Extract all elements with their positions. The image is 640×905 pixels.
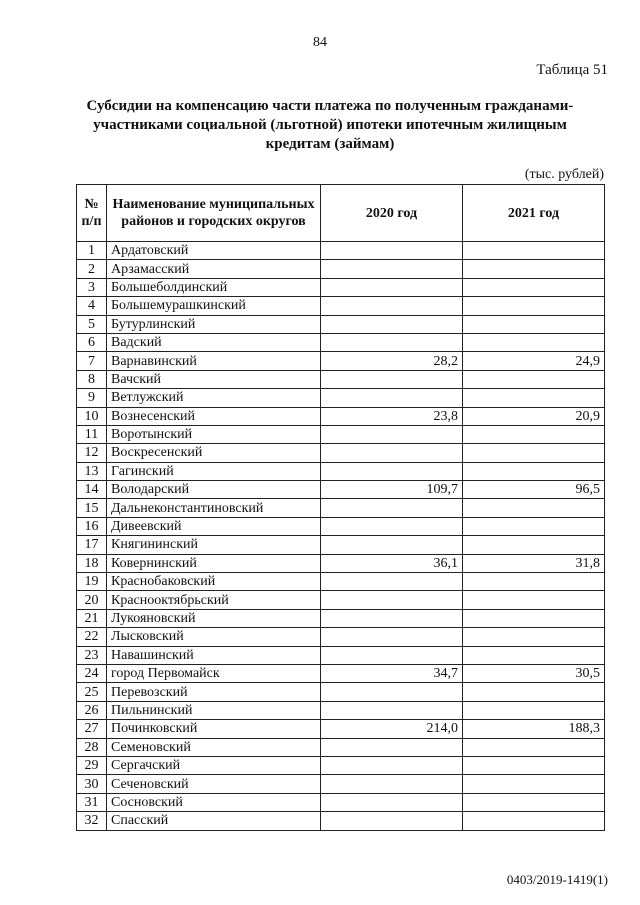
- district-name: Ветлужский: [107, 389, 321, 407]
- value-2020: [321, 573, 463, 591]
- value-2021: [463, 609, 605, 627]
- table-row: [77, 536, 605, 554]
- value-2021: [463, 793, 605, 811]
- district-name: Сеченовский: [107, 775, 321, 793]
- column-header-name: Наименование муниципальных районов и городских округов: [107, 185, 321, 242]
- row-number: 31: [77, 793, 107, 811]
- district-name: Сосновский: [107, 793, 321, 811]
- table-row: [77, 315, 605, 333]
- units-label: (тыс. рублей): [524, 167, 604, 182]
- row-number: 11: [77, 425, 107, 443]
- value-2020: [321, 738, 463, 756]
- table-row: [77, 812, 605, 830]
- district-name: Пильнинский: [107, 701, 321, 719]
- value-2020: [321, 683, 463, 701]
- table-row: [77, 720, 605, 738]
- value-2021: 188,3: [463, 720, 605, 738]
- value-2020: 109,7: [321, 481, 463, 499]
- table-row: [77, 573, 605, 591]
- value-2021: [463, 499, 605, 517]
- district-name: Воротынский: [107, 425, 321, 443]
- table-row: [77, 591, 605, 609]
- district-name: Гагинский: [107, 462, 321, 480]
- district-name: Перевозский: [107, 683, 321, 701]
- value-2020: [321, 609, 463, 627]
- value-2020: [321, 756, 463, 774]
- district-name: Краснобаковский: [107, 573, 321, 591]
- value-2021: [463, 333, 605, 351]
- column-header-2020: 2020 год: [321, 185, 463, 242]
- district-name: Бутурлинский: [107, 315, 321, 333]
- row-number: 5: [77, 315, 107, 333]
- value-2021: [463, 683, 605, 701]
- table-row: [77, 481, 605, 499]
- district-name: Ковернинский: [107, 554, 321, 572]
- column-header-num: № п/п: [77, 185, 107, 242]
- subsidies-table: [76, 184, 605, 831]
- row-number: 29: [77, 756, 107, 774]
- row-number: 9: [77, 389, 107, 407]
- district-name: Вачский: [107, 370, 321, 388]
- row-number: 10: [77, 407, 107, 425]
- district-name: Дивеевский: [107, 517, 321, 535]
- value-2020: [321, 315, 463, 333]
- column-header-2021: 2021 год: [463, 185, 605, 242]
- value-2020: [321, 628, 463, 646]
- value-2020: [321, 370, 463, 388]
- row-number: 16: [77, 517, 107, 535]
- row-number: 20: [77, 591, 107, 609]
- district-name: Ардатовский: [107, 242, 321, 260]
- value-2021: 96,5: [463, 481, 605, 499]
- table-row: [77, 738, 605, 756]
- table-row: [77, 370, 605, 388]
- value-2020: [321, 425, 463, 443]
- value-2020: [321, 444, 463, 462]
- row-number: 8: [77, 370, 107, 388]
- value-2021: [463, 573, 605, 591]
- table-row: [77, 297, 605, 315]
- table-row: [77, 646, 605, 664]
- value-2020: [321, 297, 463, 315]
- value-2020: 36,1: [321, 554, 463, 572]
- value-2021: [463, 591, 605, 609]
- row-number: 6: [77, 333, 107, 351]
- value-2020: [321, 462, 463, 480]
- value-2021: [463, 775, 605, 793]
- value-2020: 214,0: [321, 720, 463, 738]
- table-row: [77, 242, 605, 260]
- value-2020: [321, 333, 463, 351]
- value-2021: [463, 315, 605, 333]
- table-row: [77, 352, 605, 370]
- value-2020: [321, 793, 463, 811]
- district-name: город Первомайск: [107, 664, 321, 682]
- value-2020: [321, 389, 463, 407]
- value-2021: [463, 536, 605, 554]
- row-number: 28: [77, 738, 107, 756]
- district-name: Лысковский: [107, 628, 321, 646]
- district-name: Арзамасский: [107, 260, 321, 278]
- district-name: Большеболдинский: [107, 278, 321, 296]
- value-2021: [463, 738, 605, 756]
- table-caption: Таблица 51: [536, 62, 608, 78]
- district-name: Вадский: [107, 333, 321, 351]
- value-2020: 23,8: [321, 407, 463, 425]
- district-name: Большемурашкинский: [107, 297, 321, 315]
- district-name: Воскресенский: [107, 444, 321, 462]
- row-number: 2: [77, 260, 107, 278]
- value-2020: [321, 536, 463, 554]
- value-2021: [463, 370, 605, 388]
- value-2020: [321, 812, 463, 830]
- value-2021: [463, 444, 605, 462]
- value-2020: [321, 701, 463, 719]
- value-2020: [321, 517, 463, 535]
- row-number: 22: [77, 628, 107, 646]
- table-row: [77, 664, 605, 682]
- table-row: [77, 278, 605, 296]
- value-2021: [463, 242, 605, 260]
- table-header-row: [77, 185, 605, 242]
- value-2021: 24,9: [463, 352, 605, 370]
- value-2021: 31,8: [463, 554, 605, 572]
- district-name: Краснооктябрьский: [107, 591, 321, 609]
- value-2021: [463, 389, 605, 407]
- table-row: [77, 793, 605, 811]
- row-number: 27: [77, 720, 107, 738]
- value-2020: [321, 242, 463, 260]
- row-number: 4: [77, 297, 107, 315]
- row-number: 14: [77, 481, 107, 499]
- row-number: 32: [77, 812, 107, 830]
- value-2020: [321, 260, 463, 278]
- district-name: Сергачский: [107, 756, 321, 774]
- table-row: [77, 499, 605, 517]
- value-2021: [463, 425, 605, 443]
- value-2020: 34,7: [321, 664, 463, 682]
- value-2021: [463, 701, 605, 719]
- district-name: Княгининский: [107, 536, 321, 554]
- row-number: 1: [77, 242, 107, 260]
- row-number: 21: [77, 609, 107, 627]
- district-name: Спасский: [107, 812, 321, 830]
- table-row: [77, 517, 605, 535]
- table-row: [77, 554, 605, 572]
- row-number: 23: [77, 646, 107, 664]
- district-name: Вознесенский: [107, 407, 321, 425]
- value-2021: [463, 462, 605, 480]
- value-2021: [463, 812, 605, 830]
- value-2021: 30,5: [463, 664, 605, 682]
- value-2020: [321, 646, 463, 664]
- table-row: [77, 389, 605, 407]
- row-number: 25: [77, 683, 107, 701]
- district-name: Семеновский: [107, 738, 321, 756]
- value-2021: [463, 278, 605, 296]
- value-2021: [463, 297, 605, 315]
- value-2020: [321, 775, 463, 793]
- row-number: 19: [77, 573, 107, 591]
- district-name: Починковский: [107, 720, 321, 738]
- value-2021: [463, 517, 605, 535]
- value-2021: [463, 628, 605, 646]
- row-number: 7: [77, 352, 107, 370]
- row-number: 17: [77, 536, 107, 554]
- table-row: [77, 775, 605, 793]
- table-row: [77, 683, 605, 701]
- table-row: [77, 260, 605, 278]
- district-name: Варнавинский: [107, 352, 321, 370]
- value-2020: [321, 278, 463, 296]
- row-number: 30: [77, 775, 107, 793]
- document-code: 0403/2019-1419(1): [506, 872, 608, 887]
- document-title: Субсидии на компенсацию части платежа по полученным гражданами-участниками социальной (льготной) ипотеки ипотечным жилищным кредитам (займам): [86, 98, 574, 152]
- page-number: 84: [313, 35, 327, 50]
- value-2021: [463, 646, 605, 664]
- district-name: Володарский: [107, 481, 321, 499]
- row-number: 15: [77, 499, 107, 517]
- table-row: [77, 609, 605, 627]
- row-number: 12: [77, 444, 107, 462]
- row-number: 26: [77, 701, 107, 719]
- table-row: [77, 407, 605, 425]
- row-number: 24: [77, 664, 107, 682]
- value-2021: 20,9: [463, 407, 605, 425]
- district-name: Дальнеконстантиновский: [107, 499, 321, 517]
- row-number: 3: [77, 278, 107, 296]
- row-number: 18: [77, 554, 107, 572]
- table-row: [77, 462, 605, 480]
- table-row: [77, 425, 605, 443]
- value-2020: [321, 499, 463, 517]
- table-row: [77, 756, 605, 774]
- district-name: Лукояновский: [107, 609, 321, 627]
- value-2020: [321, 591, 463, 609]
- table-row: [77, 628, 605, 646]
- district-name: Навашинский: [107, 646, 321, 664]
- value-2021: [463, 260, 605, 278]
- row-number: 13: [77, 462, 107, 480]
- table-row: [77, 444, 605, 462]
- table-row: [77, 333, 605, 351]
- table-row: [77, 701, 605, 719]
- value-2020: 28,2: [321, 352, 463, 370]
- value-2021: [463, 756, 605, 774]
